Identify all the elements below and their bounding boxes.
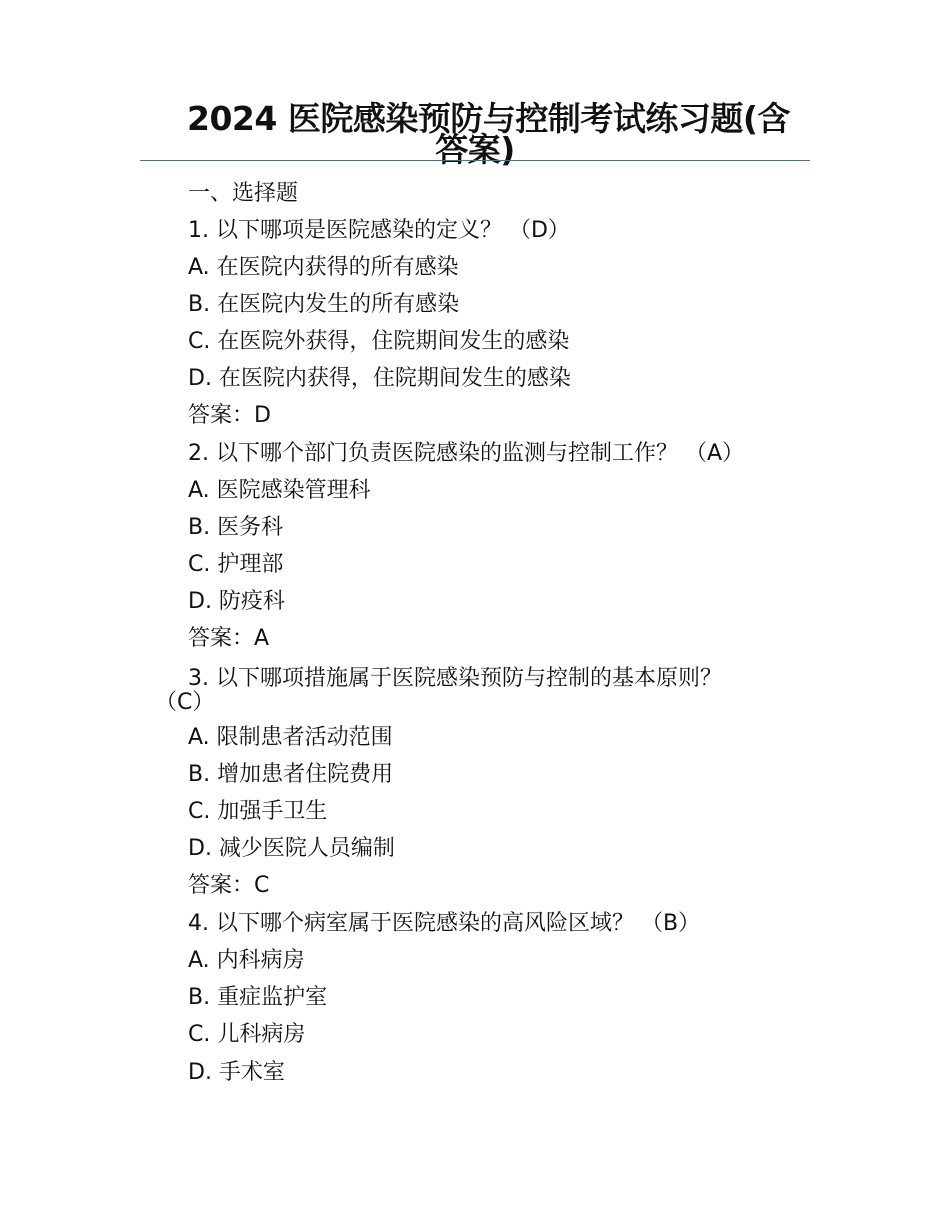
document-title [140, 99, 810, 169]
title-line-2: 答案) [435, 130, 515, 169]
q1-answer: 答案：D [188, 403, 271, 428]
question-1: 1. 以下哪项是医院感染的定义？ （D） [188, 218, 570, 243]
q2-option-a: A. 医院感染管理科 [188, 478, 371, 503]
question-3-answer-marker: （C） [155, 690, 215, 715]
question-4: 4. 以下哪个病室属于医院感染的高风险区域？ （B） [188, 911, 701, 936]
q1-option-b: B. 在医院内发生的所有感染 [188, 292, 460, 317]
section-heading: 一、选择题 [188, 181, 299, 206]
q3-option-c: C. 加强手卫生 [188, 799, 328, 824]
q2-answer: 答案：A [188, 626, 270, 651]
q1-option-c: C. 在医院外获得，住院期间发生的感染 [188, 329, 570, 354]
q3-option-b: B. 增加患者住院费用 [188, 762, 394, 787]
q1-option-a: A. 在医院内获得的所有感染 [188, 255, 459, 280]
q2-option-b: B. 医务科 [188, 515, 284, 540]
title-line-1: 2024 医院感染预防与控制考试练习题(含 [187, 99, 790, 138]
q4-option-c: C. 儿科病房 [188, 1022, 306, 1047]
question-2: 2. 以下哪个部门负责医院感染的监测与控制工作？ （A） [188, 441, 745, 466]
q2-option-c: C. 护理部 [188, 552, 284, 577]
q4-option-d: D. 手术室 [188, 1060, 285, 1085]
q3-answer: 答案：C [188, 873, 270, 898]
q4-option-a: A. 内科病房 [188, 948, 305, 973]
title-underline [140, 160, 810, 161]
q4-option-b: B. 重症监护室 [188, 985, 328, 1010]
q3-option-a: A. 限制患者活动范围 [188, 725, 393, 750]
q1-option-d: D. 在医院内获得，住院期间发生的感染 [188, 366, 571, 391]
question-3: 3. 以下哪项措施属于医院感染预防与控制的基本原则？ [188, 666, 722, 691]
q2-option-d: D. 防疫科 [188, 589, 285, 614]
q3-option-d: D. 减少医院人员编制 [188, 836, 395, 861]
